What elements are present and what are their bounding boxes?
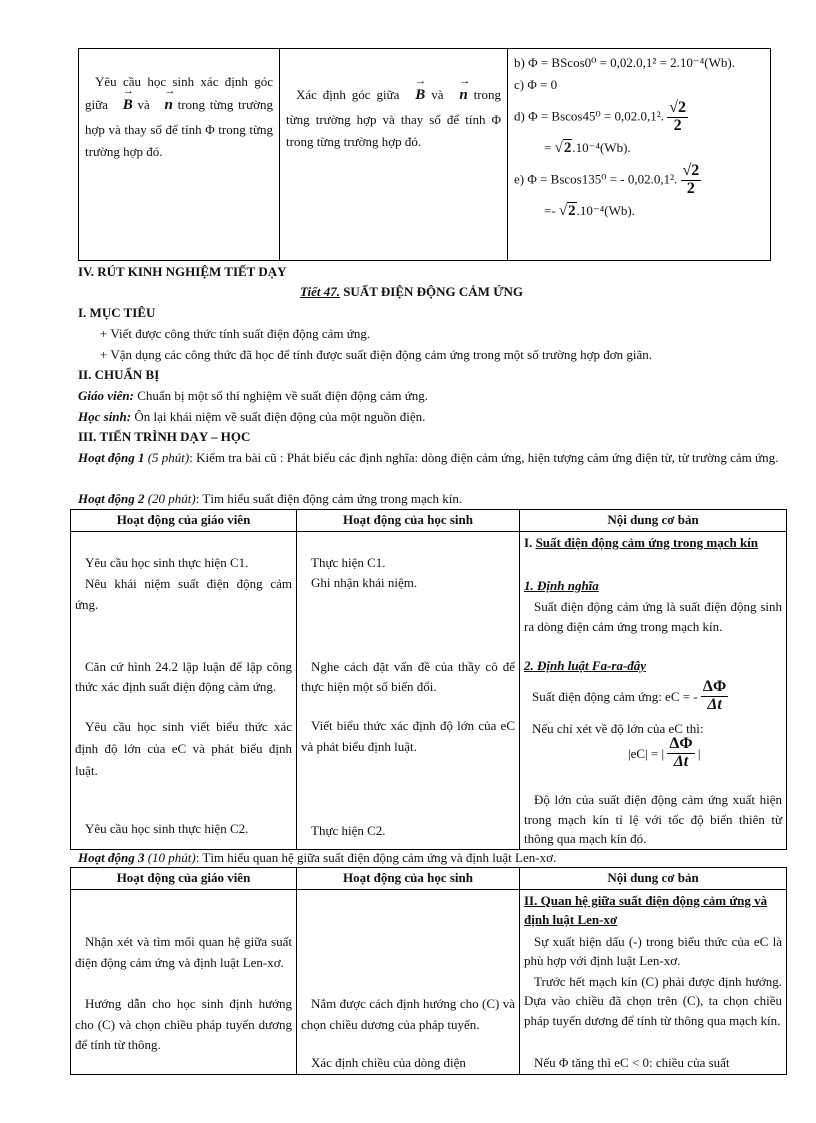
sqrt2-over-2: $\frac{√2}{2}$ [682, 162, 700, 197]
top-table [78, 48, 771, 261]
act3-content-cell: II. Quan hệ giữa suất điện động cảm ứng và định luật Len-xơ Sự xuất hiện dấu (-) trong biểu thức của eC là phù hợp với định luật Len-xơ. Trước hết mạch kín (C) phải được định hướng. Dựa vào chiều đã chọn trên (C), ta chọn chiều pháp tuyến dương để tính từ thông qua mạch kín. Nếu Φ tăng thì eC < 0: chiều của suất [520, 889, 787, 1074]
sqrt2-over-2: $\frac{√2}{2}$ [669, 99, 686, 134]
student-prep: Học sinh: Ôn lại khái niệm về suất điện động của một nguồn điện. [78, 409, 426, 424]
vector-b-symbol: → B [113, 93, 133, 119]
flux-c: c) Φ = 0 [514, 76, 558, 92]
lesson-title: Tiết 47. SUẤT ĐIỆN ĐỘNG CẢM ỨNG [300, 284, 524, 299]
act2-content-cell [520, 532, 787, 850]
top-table-content-cell [508, 49, 771, 261]
activity-1: Hoạt động 1 (5 phút): Kiểm tra bài cũ : Phát biểu các định nghĩa: dòng điện cảm ứng, hiện tượng cảm ứng điện từ, từ trường cảm ứng. [78, 450, 779, 465]
activity-2: Hoạt động 2 (20 phút): Tìm hiểu suất điện động cảm ứng trong mạch kín. [78, 491, 463, 506]
teacher-prep: Giáo viên: Chuẩn bị một số thí nghiệm về suất điện động cảm ứng. [78, 388, 429, 403]
header-content: Nội dung cơ bản [520, 868, 787, 890]
header-teacher: Hoạt động của giáo viên [71, 868, 297, 890]
act2-student-cell: Thực hiện C1. Ghi nhận khái niệm. Nghe cách đặt vấn đề của thầy cô để thực hiện một số biến đổi. Viết biểu thức xác định độ lớn của eC và phát biểu định luật. Thực hiện C2. [297, 532, 520, 850]
abs-value-intro: Nếu chỉ xét về độ lớn của eC thì: [532, 721, 704, 736]
section-i-heading: I. MỤC TIÊU [78, 305, 156, 320]
act3-student-cell: Nắm được cách định hướng cho (C) và chọn chiều dương của pháp tuyến. Xác định chiều của dòng điện [297, 889, 520, 1074]
activity-3: Hoạt động 3 (10 phút): Tìm hiểu quan hệ giữa suất điện động cảm ứng và định luật Len-xơ. [78, 850, 557, 865]
flux-d-result: = √2.10⁻⁴(Wb). [544, 139, 631, 156]
abs-value-formula: |eC| = | $\frac{\Delta\Phi}{\Delta t}$ | [628, 735, 701, 770]
section-iv-heading: IV. RÚT KINH NGHIỆM TIẾT DẠY [78, 264, 287, 279]
activity-2-table [70, 509, 787, 850]
flux-b: b) Φ = BScos0⁰ = 0,02.0,1² = 2.10⁻⁴(Wb). [514, 55, 735, 70]
top-table-teacher-cell: Yêu cầu học sinh xác định góc giữa → B và → n trong từng trường hợp và thay số để tính Φ trong từng trường hợp đó. [79, 49, 280, 261]
dphi-over-dt: $\frac{\Delta\Phi}{\Delta t}$ [669, 735, 693, 770]
objective-2: + Vận dụng các công thức đã học để tính được suất điện động cảm ứng trong một số trường hợp đơn giãn. [100, 347, 652, 362]
faraday-law-statement: Độ lớn của suất điện động cảm ứng xuất hiện trong mạch kín tỉ lệ với tốc độ biến thiên từ thông qua mạch kín đó. [524, 792, 782, 846]
content-section-i-title: I. Suất điện động cảm ứng trong mạch kín [524, 535, 759, 550]
act3-teacher-cell: Nhận xét và tìm mối quan hệ giữa suất điện động cảm ứng và định luật Len-xơ. Hướng dẫn cho học sinh định hướng cho (C) và chọn chiều pháp tuyến dương để tính từ thông. [71, 889, 297, 1074]
header-teacher: Hoạt động của giáo viên [71, 510, 297, 532]
activity-3-table [70, 867, 787, 1075]
faraday-law-heading: 2. Định luật Fa-ra-đây [524, 658, 647, 673]
flux-e-result: =- √2.10⁻⁴(Wb). [544, 202, 635, 219]
faraday-formula: Suất điện động cảm ứng: eC = - $\frac{\Delta\Phi}{\Delta t}$ [532, 678, 727, 713]
header-content: Nội dung cơ bản [520, 510, 787, 532]
flux-e: e) Φ = Bscos135⁰ = - 0,02.0,1². $\frac{√2}{2}$ [514, 162, 700, 197]
definition-text: Suất điện động cảm ứng là suất điện động sinh ra dòng điện cảm ứng trong mạch kín. [524, 599, 782, 635]
flux-d: d) Φ = Bscos45⁰ = 0,02.0,1². $\frac{√2}{2}$ [514, 99, 686, 134]
definition-heading: 1. Định nghĩa [524, 578, 599, 593]
dphi-over-dt: $\frac{\Delta\Phi}{\Delta t}$ [702, 678, 727, 713]
act2-teacher-cell: Yêu cầu học sinh thực hiện C1. Nêu khái niệm suất điện động cảm ứng. Căn cứ hình 24.2 lập luận để lập công thức xác định suất điện động cảm ứng. Yêu cầu học sinh viết biểu thức xác định độ lớn của eC và phát biểu định luật. Yêu cầu học sinh thực hiện C2. [71, 532, 297, 850]
objective-1: + Viết được công thức tính suất điện động cảm ứng. [100, 326, 371, 341]
section-ii-heading: II. CHUẨN BỊ [78, 367, 160, 382]
header-student: Hoạt động của học sinh [297, 868, 520, 890]
vector-n-symbol: → n [449, 83, 467, 109]
vector-b-symbol: → B [405, 83, 425, 109]
content-section-ii-title: II. Quan hệ giữa suất điện động cảm ứng và định luật Len-xơ [524, 892, 768, 927]
vector-n-symbol: → n [154, 93, 172, 119]
top-table-student-cell: Xác định góc giữa → B và → n trong từng trường hợp và thay số để tính Φ trong từng trường hợp đó. [280, 49, 508, 261]
header-student: Hoạt động của học sinh [297, 510, 520, 532]
section-iii-heading: III. TIẾN TRÌNH DẠY – HỌC [78, 429, 251, 444]
